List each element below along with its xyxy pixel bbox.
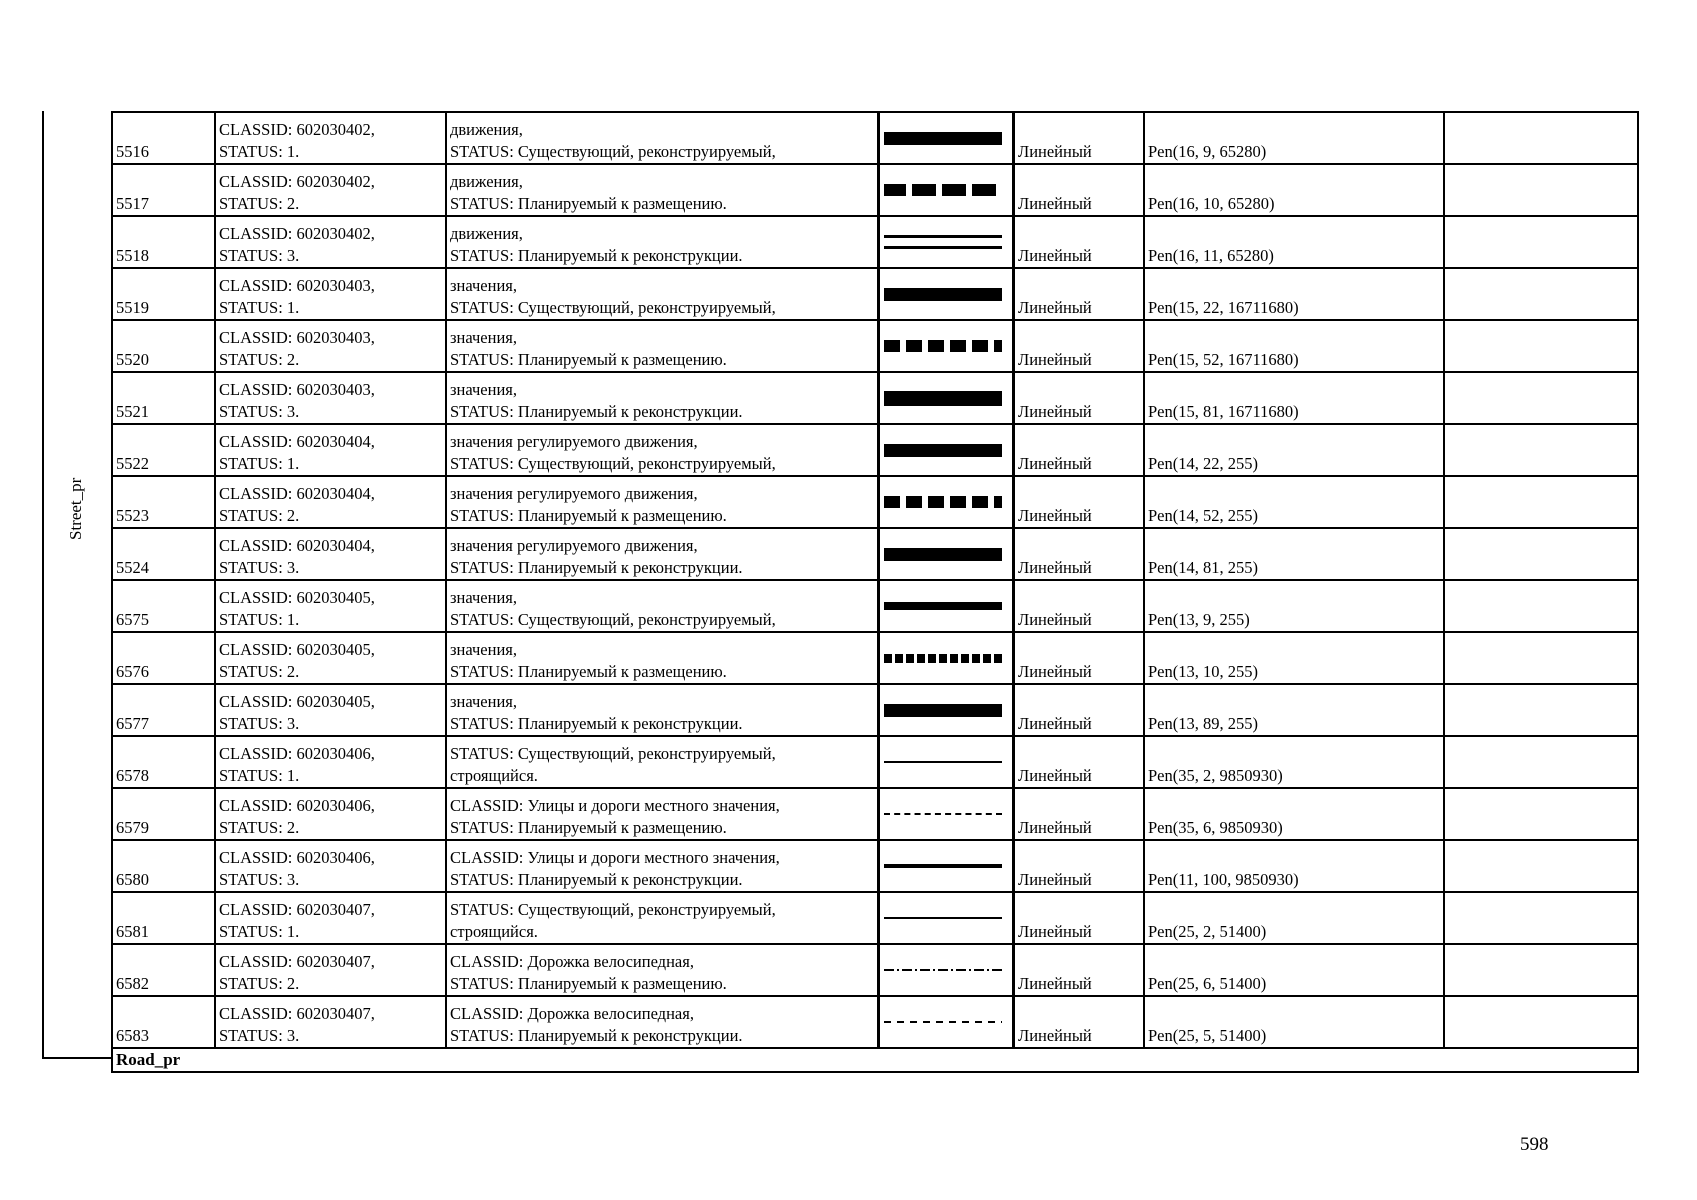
geometry-type-cell: Линейный (1014, 632, 1145, 684)
attribute-line: CLASSID: 602030406, (219, 848, 375, 867)
description-cell (446, 476, 879, 528)
line-symbol-thick-dashed-short (884, 340, 1002, 352)
line-symbol-thick-dashed (884, 184, 1002, 196)
code-cell: 5520 (112, 320, 215, 372)
attribute-cell (215, 528, 446, 580)
symbol-cell (879, 840, 1014, 892)
attribute-line: STATUS: 3. (219, 558, 300, 577)
code-cell: 6575 (112, 580, 215, 632)
page-number: 598 (1520, 1134, 1549, 1155)
attribute-line: STATUS: 3. (219, 1026, 300, 1045)
attribute-line: CLASSID: 602030405, (219, 640, 375, 659)
symbol-cell (879, 216, 1014, 268)
description-cell (446, 892, 879, 944)
pen-style-cell: Pen(11, 100, 9850930) (1144, 840, 1444, 892)
description-line: STATUS: Существующий, реконструируемый, (450, 454, 776, 473)
extra-cell (1444, 840, 1638, 892)
pen-style-cell: Pen(35, 6, 9850930) (1144, 788, 1444, 840)
attribute-line: STATUS: 1. (219, 766, 300, 785)
line-symbol-long-dash (884, 813, 1002, 815)
attribute-cell (215, 840, 446, 892)
geometry-type-cell: Линейный (1014, 268, 1145, 320)
description-line: STATUS: Планируемый к реконструкции. (450, 1026, 743, 1045)
description-line: значения, (450, 640, 518, 659)
attribute-cell (215, 892, 446, 944)
description-cell (446, 112, 879, 164)
extra-cell (1444, 528, 1638, 580)
symbol-cell (879, 684, 1014, 736)
attribute-line: CLASSID: 602030404, (219, 484, 375, 503)
line-symbol-thick-solid (884, 444, 1002, 457)
attribute-line: CLASSID: 602030402, (219, 120, 375, 139)
attribute-line: CLASSID: 602030404, (219, 536, 375, 555)
geometry-type-cell: Линейный (1014, 320, 1145, 372)
attribute-line: CLASSID: 602030405, (219, 692, 375, 711)
table-row (112, 684, 1638, 736)
line-symbol-thin-solid (884, 761, 1002, 763)
code-cell: 6578 (112, 736, 215, 788)
description-line: движения, (450, 172, 523, 191)
description-cell (446, 320, 879, 372)
layer-group-bracket (42, 111, 44, 1058)
attribute-line: CLASSID: 602030402, (219, 224, 375, 243)
table-row (112, 580, 1638, 632)
symbol-cell (879, 112, 1014, 164)
geometry-type-cell: Линейный (1014, 788, 1145, 840)
extra-cell (1444, 216, 1638, 268)
attribute-line: CLASSID: 602030407, (219, 1004, 375, 1023)
description-cell (446, 944, 879, 996)
pen-style-cell: Pen(15, 52, 16711680) (1144, 320, 1444, 372)
attribute-line: STATUS: 3. (219, 870, 300, 889)
pen-style-cell: Pen(15, 22, 16711680) (1144, 268, 1444, 320)
description-line: STATUS: Планируемый к реконструкции. (450, 246, 743, 265)
extra-cell (1444, 320, 1638, 372)
attribute-line: CLASSID: 602030403, (219, 380, 375, 399)
description-cell (446, 268, 879, 320)
attribute-cell (215, 164, 446, 216)
code-cell: 6580 (112, 840, 215, 892)
description-line: движения, (450, 224, 523, 243)
symbol-cell (879, 944, 1014, 996)
code-cell: 5522 (112, 424, 215, 476)
table-row (112, 944, 1638, 996)
code-cell: 5521 (112, 372, 215, 424)
description-cell (446, 736, 879, 788)
symbol-cell (879, 164, 1014, 216)
line-symbol-thick-solid (884, 548, 1002, 561)
geometry-type-cell: Линейный (1014, 944, 1145, 996)
attribute-line: CLASSID: 602030403, (219, 276, 375, 295)
description-cell (446, 372, 879, 424)
extra-cell (1444, 112, 1638, 164)
description-cell (446, 164, 879, 216)
extra-cell (1444, 424, 1638, 476)
line-symbol-medium-solid (884, 602, 1002, 610)
description-line: STATUS: Существующий, реконструируемый, (450, 298, 776, 317)
pen-style-cell: Pen(14, 81, 255) (1144, 528, 1444, 580)
attribute-line: STATUS: 1. (219, 298, 300, 317)
description-line: STATUS: Существующий, реконструируемый, (450, 900, 776, 919)
extra-cell (1444, 372, 1638, 424)
code-cell: 6581 (112, 892, 215, 944)
description-line: STATUS: Планируемый к размещению. (450, 194, 727, 213)
pen-style-cell: Pen(35, 2, 9850930) (1144, 736, 1444, 788)
line-symbol-short-dash-thin (884, 1021, 1002, 1023)
description-line: строящийся. (450, 766, 538, 785)
extra-cell (1444, 632, 1638, 684)
table-row (112, 736, 1638, 788)
pen-style-cell: Pen(25, 5, 51400) (1144, 996, 1444, 1048)
attribute-line: STATUS: 2. (219, 506, 300, 525)
code-cell: 6577 (112, 684, 215, 736)
table-row (112, 424, 1638, 476)
symbol-cell (879, 632, 1014, 684)
geometry-type-cell: Линейный (1014, 840, 1145, 892)
symbol-cell (879, 320, 1014, 372)
attribute-line: CLASSID: 602030407, (219, 900, 375, 919)
attribute-line: STATUS: 1. (219, 922, 300, 941)
description-line: STATUS: Планируемый к реконструкции. (450, 870, 743, 889)
extra-cell (1444, 476, 1638, 528)
attribute-line: CLASSID: 602030407, (219, 952, 375, 971)
description-line: STATUS: Планируемый к реконструкции. (450, 558, 743, 577)
line-symbol-very-thick (884, 391, 1002, 406)
line-symbol-thick-solid (884, 132, 1002, 145)
description-line: STATUS: Существующий, реконструируемый, (450, 610, 776, 629)
attribute-cell (215, 944, 446, 996)
description-cell (446, 788, 879, 840)
table-row (112, 216, 1638, 268)
table-row (112, 476, 1638, 528)
extra-cell (1444, 580, 1638, 632)
attribute-cell (215, 996, 446, 1048)
line-symbol-thick-solid (884, 288, 1002, 301)
code-cell: 5519 (112, 268, 215, 320)
line-symbol-thin-medium (884, 864, 1002, 868)
attribute-cell (215, 476, 446, 528)
extra-cell (1444, 996, 1638, 1048)
extra-cell (1444, 684, 1638, 736)
extra-cell (1444, 944, 1638, 996)
code-cell: 5516 (112, 112, 215, 164)
symbol-cell (879, 528, 1014, 580)
symbol-cell (879, 424, 1014, 476)
symbol-cell (879, 372, 1014, 424)
geometry-type-cell: Линейный (1014, 164, 1145, 216)
pen-style-cell: Pen(13, 89, 255) (1144, 684, 1444, 736)
layer-group-bracket-bottom (42, 1057, 112, 1059)
line-symbol-dotted-thick (884, 654, 1002, 663)
line-symbol-thick-dashed-short (884, 496, 1002, 508)
attribute-line: STATUS: 2. (219, 194, 300, 213)
attribute-cell (215, 424, 446, 476)
description-line: строящийся. (450, 922, 538, 941)
description-cell (446, 840, 879, 892)
table-row (112, 112, 1638, 164)
description-line: значения регулируемого движения, (450, 432, 698, 451)
symbol-cell (879, 892, 1014, 944)
attribute-cell (215, 112, 446, 164)
description-line: CLASSID: Улицы и дороги местного значения, (450, 848, 780, 867)
description-line: STATUS: Планируемый к размещению. (450, 818, 727, 837)
geometry-type-cell: Линейный (1014, 216, 1145, 268)
extra-cell (1444, 788, 1638, 840)
description-line: CLASSID: Дорожка велосипедная, (450, 952, 694, 971)
extra-cell (1444, 164, 1638, 216)
extra-cell (1444, 268, 1638, 320)
description-cell (446, 528, 879, 580)
attribute-cell (215, 632, 446, 684)
extra-cell (1444, 736, 1638, 788)
table-row (112, 372, 1638, 424)
symbol-cell (879, 268, 1014, 320)
pen-style-cell: Pen(14, 22, 255) (1144, 424, 1444, 476)
attribute-line: STATUS: 3. (219, 402, 300, 421)
geometry-type-cell: Линейный (1014, 996, 1145, 1048)
line-symbol-double-outline (884, 235, 1002, 249)
symbol-cell (879, 476, 1014, 528)
symbol-cell (879, 788, 1014, 840)
code-cell: 5523 (112, 476, 215, 528)
attribute-line: CLASSID: 602030402, (219, 172, 375, 191)
code-cell: 6576 (112, 632, 215, 684)
attribute-line: STATUS: 2. (219, 350, 300, 369)
table-row (112, 320, 1638, 372)
description-line: CLASSID: Дорожка велосипедная, (450, 1004, 694, 1023)
table-row (112, 632, 1638, 684)
legend-table (111, 111, 1639, 1073)
attribute-line: CLASSID: 602030406, (219, 796, 375, 815)
table-row (112, 528, 1638, 580)
extra-cell (1444, 892, 1638, 944)
description-line: значения, (450, 380, 518, 399)
description-line: STATUS: Существующий, реконструируемый, (450, 744, 776, 763)
table-row (112, 996, 1638, 1048)
attribute-line: CLASSID: 602030404, (219, 432, 375, 451)
attribute-line: CLASSID: 602030403, (219, 328, 375, 347)
pen-style-cell: Pen(16, 9, 65280) (1144, 112, 1444, 164)
geometry-type-cell: Линейный (1014, 528, 1145, 580)
code-cell: 6582 (112, 944, 215, 996)
code-cell: 6583 (112, 996, 215, 1048)
geometry-type-cell: Линейный (1014, 372, 1145, 424)
attribute-line: STATUS: 1. (219, 142, 300, 161)
attribute-line: CLASSID: 602030406, (219, 744, 375, 763)
pen-style-cell: Pen(16, 11, 65280) (1144, 216, 1444, 268)
description-line: STATUS: Планируемый к размещению. (450, 350, 727, 369)
pen-style-cell: Pen(25, 2, 51400) (1144, 892, 1444, 944)
geometry-type-cell: Линейный (1014, 476, 1145, 528)
geometry-type-cell: Линейный (1014, 684, 1145, 736)
geometry-type-cell: Линейный (1014, 424, 1145, 476)
description-cell (446, 684, 879, 736)
pen-style-cell: Pen(13, 10, 255) (1144, 632, 1444, 684)
symbol-cell (879, 996, 1014, 1048)
attribute-cell (215, 736, 446, 788)
section-title: Road_pr (112, 1048, 1638, 1072)
table-row (112, 892, 1638, 944)
description-line: значения, (450, 276, 518, 295)
pen-style-cell: Pen(25, 6, 51400) (1144, 944, 1444, 996)
description-line: движения, (450, 120, 523, 139)
attribute-line: STATUS: 1. (219, 454, 300, 473)
line-symbol-dash-dot-thin (884, 969, 1002, 971)
description-line: STATUS: Планируемый к реконструкции. (450, 402, 743, 421)
description-line: значения, (450, 692, 518, 711)
attribute-line: STATUS: 1. (219, 610, 300, 629)
description-line: CLASSID: Улицы и дороги местного значения, (450, 796, 780, 815)
table-row (112, 164, 1638, 216)
line-symbol-thin-solid (884, 917, 1002, 919)
description-line: значения регулируемого движения, (450, 536, 698, 555)
symbol-cell (879, 580, 1014, 632)
table-row (112, 268, 1638, 320)
attribute-cell (215, 684, 446, 736)
pen-style-cell: Pen(13, 9, 255) (1144, 580, 1444, 632)
description-line: STATUS: Планируемый к размещению. (450, 506, 727, 525)
attribute-line: STATUS: 2. (219, 662, 300, 681)
code-cell: 6579 (112, 788, 215, 840)
attribute-cell (215, 372, 446, 424)
description-line: STATUS: Планируемый к реконструкции. (450, 714, 743, 733)
code-cell: 5524 (112, 528, 215, 580)
attribute-line: STATUS: 3. (219, 246, 300, 265)
description-line: STATUS: Планируемый к размещению. (450, 974, 727, 993)
attribute-line: STATUS: 2. (219, 818, 300, 837)
description-line: значения, (450, 588, 518, 607)
attribute-line: STATUS: 2. (219, 974, 300, 993)
description-cell (446, 632, 879, 684)
geometry-type-cell: Линейный (1014, 736, 1145, 788)
table-row (112, 840, 1638, 892)
attribute-line: CLASSID: 602030405, (219, 588, 375, 607)
attribute-cell (215, 788, 446, 840)
attribute-cell (215, 216, 446, 268)
pen-style-cell: Pen(16, 10, 65280) (1144, 164, 1444, 216)
description-cell (446, 996, 879, 1048)
attribute-cell (215, 320, 446, 372)
description-cell (446, 216, 879, 268)
symbol-cell (879, 736, 1014, 788)
description-line: STATUS: Существующий, реконструируемый, (450, 142, 776, 161)
description-line: значения, (450, 328, 518, 347)
code-cell: 5518 (112, 216, 215, 268)
legend-table-body (112, 112, 1638, 1072)
layer-label: Street_pr (66, 477, 85, 540)
attribute-cell (215, 268, 446, 320)
attribute-cell (215, 580, 446, 632)
description-cell (446, 580, 879, 632)
code-cell: 5517 (112, 164, 215, 216)
pen-style-cell: Pen(14, 52, 255) (1144, 476, 1444, 528)
table-row (112, 788, 1638, 840)
line-symbol-thick-solid (884, 704, 1002, 717)
geometry-type-cell: Линейный (1014, 580, 1145, 632)
description-line: STATUS: Планируемый к размещению. (450, 662, 727, 681)
description-cell (446, 424, 879, 476)
geometry-type-cell: Линейный (1014, 892, 1145, 944)
section-row (112, 1048, 1638, 1072)
pen-style-cell: Pen(15, 81, 16711680) (1144, 372, 1444, 424)
geometry-type-cell: Линейный (1014, 112, 1145, 164)
description-line: значения регулируемого движения, (450, 484, 698, 503)
attribute-line: STATUS: 3. (219, 714, 300, 733)
